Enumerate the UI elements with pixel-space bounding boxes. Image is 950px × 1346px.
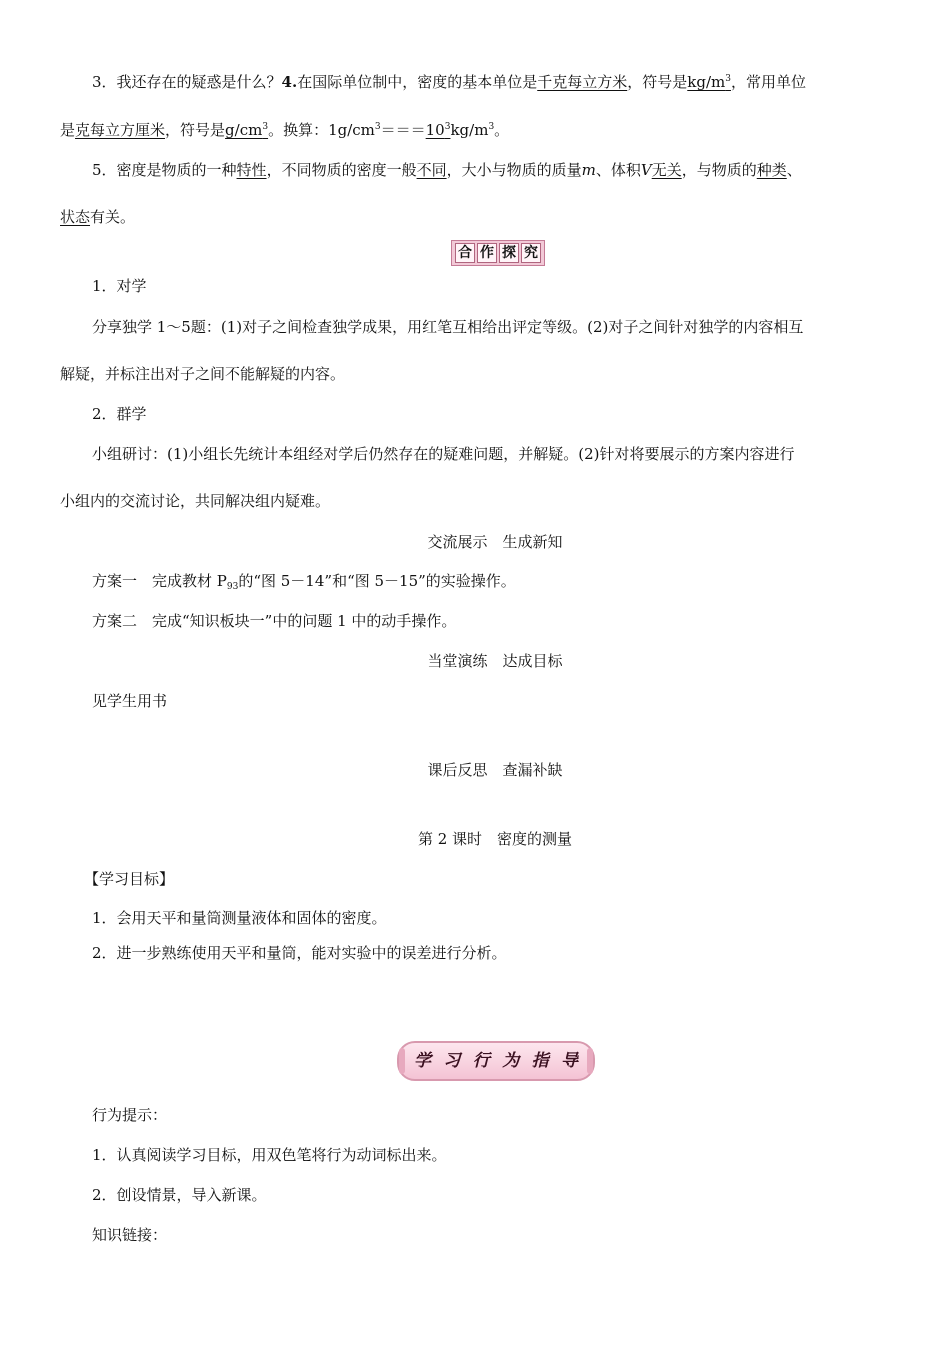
section-group-study-body: 小组研讨：(1)小组长先统计本组经对学后仍然存在的疑难问题，并解疑。(2)针对将要展示的方案内容进行	[92, 445, 795, 463]
lesson-title: 第 2 课时 密度的测量	[417, 830, 573, 848]
heading-exchange: 交流展示 生成新知	[427, 533, 563, 551]
paragraph-3: 3．我还存在的疑惑是什么？4.在国际单位制中，密度的基本单位是千克每立方米，符号是$kg/m^3$，常用单位	[92, 73, 806, 91]
learning-goals-header: 【学习目标】	[84, 870, 175, 888]
paragraph-5-cont: 状态有关。	[60, 208, 136, 226]
plan-one: 方案一 完成教材 $P_{93}$的“图 5－14”和“图 5－15”的实验操作。	[92, 572, 516, 592]
knowledge-link-label: 知识链接：	[92, 1226, 168, 1244]
answer-state: 状态	[60, 208, 91, 226]
answer-density-unit: 千克每立方米	[537, 73, 628, 91]
banner-left-cap	[399, 1048, 405, 1074]
section-group-study-body-cont: 小组内的交流讨论，共同解决组内疑难。	[60, 492, 331, 510]
answer-conversion: $10^3$	[425, 121, 451, 139]
answer-common-unit: 克每立方厘米	[75, 121, 166, 139]
plan-two: 方案二 完成“知识板块一”中的问题 1 中的动手操作。	[92, 612, 457, 630]
banner-right-cap	[587, 1048, 593, 1074]
heading-practice: 当堂演练 达成目标	[427, 652, 563, 670]
answer-common-symbol: $g/cm^3$	[225, 121, 269, 139]
section-pair-study-title: 1．对学	[92, 277, 147, 295]
learning-behavior-guide-banner: 学 习 行 为 指 导	[397, 1041, 595, 1081]
section-pair-study-body-cont: 解疑，并标注出对子之间不能解疑的内容。	[60, 365, 346, 383]
answer-type: 种类	[756, 161, 787, 179]
behavior-hint-2: 2．创设情景，导入新课。	[92, 1186, 267, 1204]
heading-reflection: 课后反思 查漏补缺	[427, 761, 563, 779]
section-group-study-title: 2．群学	[92, 405, 147, 423]
paragraph-3-cont: 是克每立方厘米，符号是$g/cm^3$。换算：$1g/cm^3===10^3kg/m^3$。	[60, 121, 510, 139]
behavior-hint-1: 1．认真阅读学习目标，用双色笔将行为动词标出来。	[92, 1146, 447, 1164]
learning-goal-2: 2．进一步熟练使用天平和量筒，能对实验中的误差进行分析。	[92, 944, 507, 962]
answer-property: 特性	[236, 161, 267, 179]
behavior-hint-label: 行为提示：	[92, 1106, 168, 1124]
see-student-book: 见学生用书	[92, 692, 168, 710]
cooperative-inquiry-badge: 合 作 探 究	[451, 240, 545, 266]
answer-density-symbol: $kg/m^3$	[687, 73, 731, 91]
answer-different: 不同	[416, 161, 447, 179]
answer-irrelevant: 无关	[651, 161, 682, 179]
learning-goal-1: 1．会用天平和量筒测量液体和固体的密度。	[92, 909, 387, 927]
paragraph-5: 5．密度是物质的一种特性，不同物质的密度一般不同，大小与物质的质量m、体积V无关，与物质的种类、	[92, 161, 802, 179]
section-pair-study-body: 分享独学 1～5题：(1)对子之间检查独学成果，用红笔互相给出评定等级。(2)对子之间针对独学的内容相互	[92, 318, 804, 336]
